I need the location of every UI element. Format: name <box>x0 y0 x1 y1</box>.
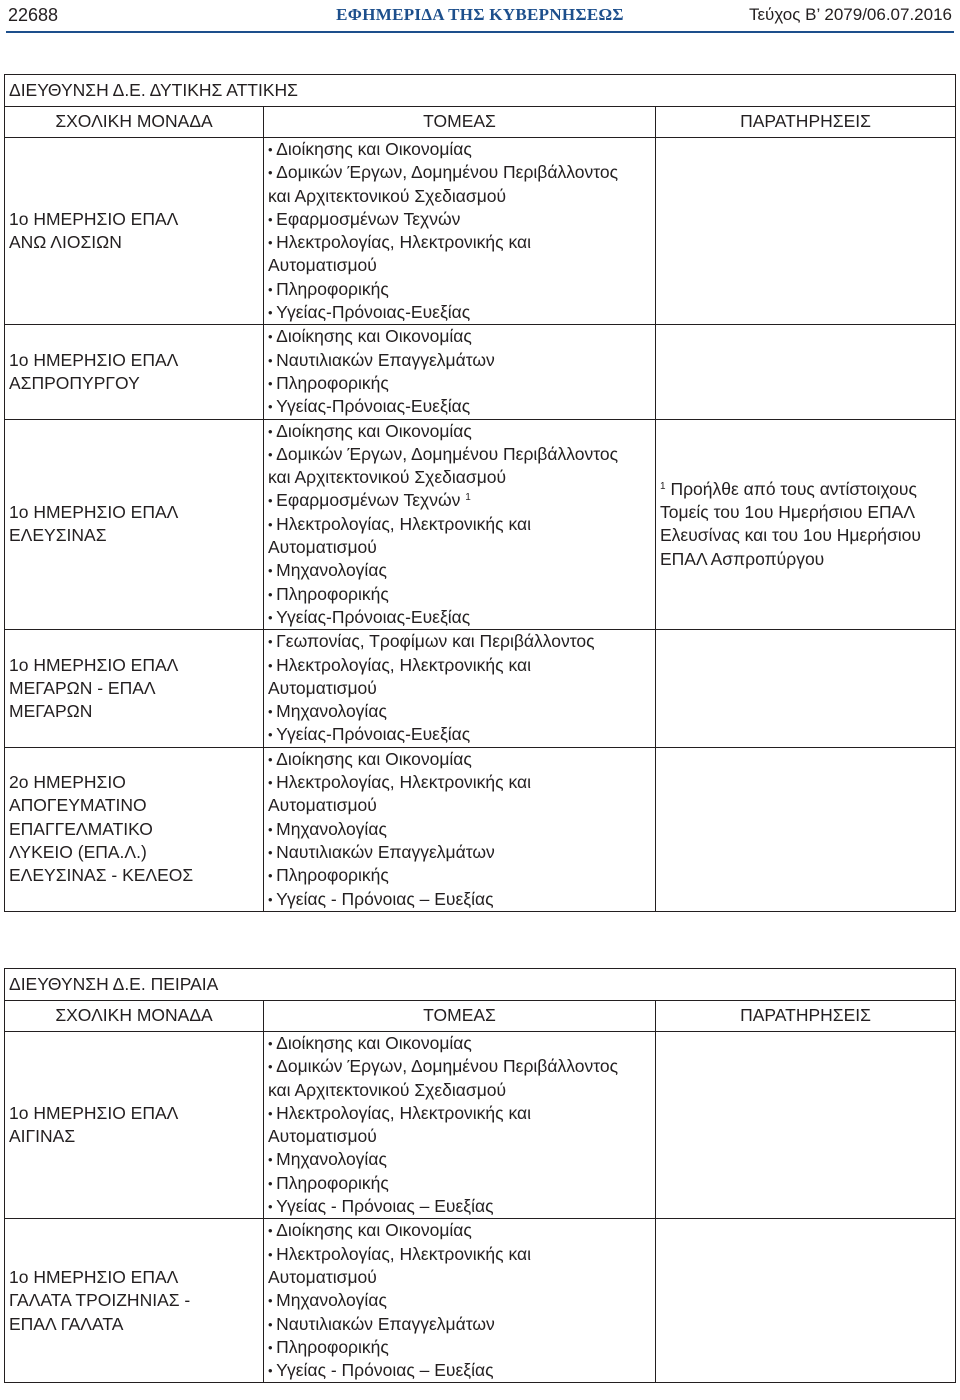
sector-item: • Ηλεκτρολογίας, Ηλεκτρονικής και <box>268 513 651 536</box>
school-name-line: ΛΥΚΕΙΟ (ΕΠΑ.Λ.) <box>9 841 147 862</box>
school-name-cell <box>5 1032 264 1219</box>
sector-item: • Υγείας-Πρόνοιας-Ευεξίας <box>268 723 651 746</box>
remarks-cell <box>656 1032 956 1219</box>
school-name-cell <box>5 419 264 630</box>
table-row <box>5 138 956 325</box>
footnote-marker: 1 <box>465 492 471 504</box>
school-name-line: ΕΛΕΥΣΙΝΑΣ <box>9 525 107 546</box>
school-name-line: ΕΛΕΥΣΙΝΑΣ - ΚΕΛΕΟΣ <box>9 865 194 886</box>
column-header-school: ΣΧΟΛΙΚΗ ΜΟΝΑΔΑ <box>5 1001 264 1032</box>
column-header-school: ΣΧΟΛΙΚΗ ΜΟΝΑΔΑ <box>5 107 264 138</box>
remarks-cell <box>656 325 956 419</box>
column-header-row <box>5 1001 956 1032</box>
table-row <box>5 630 956 747</box>
sector-item: • Δομικών Έργων, Δομημένου Περιβάλλοντος <box>268 443 651 466</box>
remarks-cell <box>656 747 956 911</box>
sector-item: • Μηχανολογίας <box>268 700 651 723</box>
sector-item: Αυτοματισμού <box>268 537 377 558</box>
sector-item: • Δομικών Έργων, Δομημένου Περιβάλλοντος <box>268 161 651 184</box>
footnote-marker: 1 <box>660 480 666 492</box>
sector-item: • Ηλεκτρολογίας, Ηλεκτρονικής και <box>268 654 651 677</box>
sector-item: • Ηλεκτρολογίας, Ηλεκτρονικής και <box>268 1243 651 1266</box>
sector-item: • Ηλεκτρολογίας, Ηλεκτρονικής και <box>268 1102 651 1125</box>
sector-item: • Μηχανολογίας <box>268 559 651 582</box>
sectors-cell <box>264 325 656 419</box>
remarks-cell <box>656 138 956 325</box>
table-row <box>5 747 956 911</box>
sector-item: • Διοίκησης και Οικονομίας <box>268 1219 651 1242</box>
table-row <box>5 325 956 419</box>
school-name-line: ΑΝΩ ΛΙΟΣΙΩΝ <box>9 232 122 253</box>
sector-item: • Ναυτιλιακών Επαγγελμάτων <box>268 349 651 372</box>
sector-item: • Εφαρμοσμένων Τεχνών $^1$ <box>268 489 651 512</box>
school-name-line: 1ο ΗΜΕΡΗΣΙΟ ΕΠΑΛ <box>9 349 179 370</box>
remarks-cell <box>656 1219 956 1383</box>
sectors-cell <box>264 1219 656 1383</box>
sector-item: • Υγείας-Πρόνοιας-Ευεξίας <box>268 301 651 324</box>
school-name-cell <box>5 325 264 419</box>
school-name-line: ΓΑΛΑΤΑ ΤΡΟΙΖΗΝΙΑΣ - <box>9 1290 191 1311</box>
table-row <box>5 1219 956 1383</box>
sector-item: • Διοίκησης και Οικονομίας <box>268 1032 651 1055</box>
remarks-text: Ελευσίνας και του 1ου Ημερήσιου <box>660 525 921 546</box>
sector-item: • Πληροφορικής <box>268 372 651 395</box>
column-header-row <box>5 107 956 138</box>
school-name-line: 1ο ΗΜΕΡΗΣΙΟ ΕΠΑΛ <box>9 208 179 229</box>
school-name-line: ΑΙΓΙΝΑΣ <box>9 1126 76 1147</box>
sector-item: • Μηχανολογίας <box>268 1289 651 1312</box>
directorate-table <box>4 74 956 912</box>
sector-item: • Πληροφορικής <box>268 1172 651 1195</box>
issue-reference: Τεύχος Β’ 2079/06.07.2016 <box>748 5 952 24</box>
sector-item: Αυτοματισμού <box>268 255 377 276</box>
sector-item: • Δομικών Έργων, Δομημένου Περιβάλλοντος <box>268 1055 651 1078</box>
school-name-line: 1ο ΗΜΕΡΗΣΙΟ ΕΠΑΛ <box>9 1266 179 1287</box>
sector-item: Αυτοματισμού <box>268 795 377 816</box>
sectors-cell <box>264 747 656 911</box>
remarks-cell <box>656 419 956 630</box>
school-name-line: ΑΣΠΡΟΠΥΡΓΟΥ <box>9 372 140 393</box>
sector-item: • Υγείας - Πρόνοιας – Ευεξίας <box>268 1195 651 1218</box>
remarks-line <box>660 478 951 501</box>
page-number: 22688 <box>8 5 59 25</box>
school-name-cell <box>5 1219 264 1383</box>
sector-item: Αυτοματισμού <box>268 1266 377 1287</box>
sector-item: • Διοίκησης και Οικονομίας <box>268 748 651 771</box>
sectors-cell <box>264 630 656 747</box>
sector-item: • Γεωπονίας, Τροφίμων και Περιβάλλοντος <box>268 630 651 653</box>
column-header-sector: ΤΟΜΕΑΣ <box>264 1001 656 1032</box>
sector-item: • Ναυτιλιακών Επαγγελμάτων <box>268 841 651 864</box>
sectors-cell <box>264 138 656 325</box>
school-name-line: ΑΠΟΓΕΥΜΑΤΙΝΟ <box>9 795 147 816</box>
sectors-cell <box>264 1032 656 1219</box>
page-header <box>6 0 954 33</box>
table-row <box>5 1032 956 1219</box>
school-name-line: 1ο ΗΜΕΡΗΣΙΟ ΕΠΑΛ <box>9 1102 179 1123</box>
sector-item: • Υγείας - Πρόνοιας – Ευεξίας <box>268 1359 651 1382</box>
directorate-title: ΔΙΕΥΘΥΝΣΗ Δ.Ε. ΔΥΤΙΚΗΣ ΑΤΤΙΚΗΣ <box>5 75 956 107</box>
remarks-text: Προήλθε από τους αντίστοιχους <box>670 478 917 499</box>
sector-item: Αυτοματισμού <box>268 1126 377 1147</box>
directorate-row <box>5 75 956 107</box>
school-name-cell <box>5 630 264 747</box>
directorate-title: ΔΙΕΥΘΥΝΣΗ Δ.Ε. ΠΕΙΡΑΙΑ <box>5 969 956 1001</box>
school-name-line: ΕΠΑΛ ΓΑΛΑΤΑ <box>9 1313 124 1334</box>
sector-item: και Αρχιτεκτονικού Σχεδιασμού <box>268 1079 507 1100</box>
school-name-line: 1ο ΗΜΕΡΗΣΙΟ ΕΠΑΛ <box>9 654 179 675</box>
table-row <box>5 419 956 630</box>
school-name-line: ΜΕΓΑΡΩΝ - ΕΠΑΛ <box>9 677 156 698</box>
sector-item: • Πληροφορικής <box>268 1336 651 1359</box>
remarks-line <box>660 524 951 547</box>
sector-item: • Εφαρμοσμένων Τεχνών <box>268 208 651 231</box>
sector-item: • Πληροφορικής <box>268 278 651 301</box>
column-header-sector: ΤΟΜΕΑΣ <box>264 107 656 138</box>
sector-item: • Υγείας-Πρόνοιας-Ευεξίας <box>268 395 651 418</box>
sector-item: Αυτοματισμού <box>268 677 377 698</box>
sector-item: • Ναυτιλιακών Επαγγελμάτων <box>268 1313 651 1336</box>
column-header-remarks: ΠΑΡΑΤΗΡΗΣΕΙΣ <box>656 107 956 138</box>
sector-item: • Διοίκησης και Οικονομίας <box>268 138 651 161</box>
column-header-remarks: ΠΑΡΑΤΗΡΗΣΕΙΣ <box>656 1001 956 1032</box>
remarks-line <box>660 548 951 571</box>
gazette-title: ΕΦΗΜΕΡΙΔΑ ΤΗΣ ΚΥΒΕΡΝΗΣΕΩΣ <box>336 5 624 24</box>
sector-item: • Πληροφορικής <box>268 864 651 887</box>
school-name-cell <box>5 747 264 911</box>
sector-item: • Πληροφορικής <box>268 583 651 606</box>
school-name-line: 1ο ΗΜΕΡΗΣΙΟ ΕΠΑΛ <box>9 502 179 523</box>
remarks-cell <box>656 630 956 747</box>
remarks-line <box>660 501 951 524</box>
sector-item: • Ηλεκτρολογίας, Ηλεκτρονικής και <box>268 231 651 254</box>
sector-item: • Διοίκησης και Οικονομίας <box>268 420 651 443</box>
sector-item: και Αρχιτεκτονικού Σχεδιασμού <box>268 185 507 206</box>
sector-item: • Μηχανολογίας <box>268 1148 651 1171</box>
directorate-row <box>5 969 956 1001</box>
remarks-text: Τομείς του 1ου Ημερήσιου ΕΠΑΛ <box>660 502 916 523</box>
sector-item: και Αρχιτεκτονικού Σχεδιασμού <box>268 467 507 488</box>
school-name-line: 2ο ΗΜΕΡΗΣΙΟ <box>9 772 126 793</box>
sectors-cell <box>264 419 656 630</box>
school-name-line: ΜΕΓΑΡΩΝ <box>9 701 93 722</box>
sector-item: • Ηλεκτρολογίας, Ηλεκτρονικής και <box>268 771 651 794</box>
sector-item: • Υγείας - Πρόνοιας – Ευεξίας <box>268 888 651 911</box>
sector-item: • Μηχανολογίας <box>268 818 651 841</box>
remarks-text: ΕΠΑΛ Ασπροπύργου <box>660 548 825 569</box>
school-name-line: ΕΠΑΓΓΕΛΜΑΤΙΚΟ <box>9 818 153 839</box>
school-name-cell <box>5 138 264 325</box>
sector-item: • Διοίκησης και Οικονομίας <box>268 325 651 348</box>
sector-item: • Υγείας-Πρόνοιας-Ευεξίας <box>268 606 651 629</box>
directorate-table <box>4 968 956 1383</box>
